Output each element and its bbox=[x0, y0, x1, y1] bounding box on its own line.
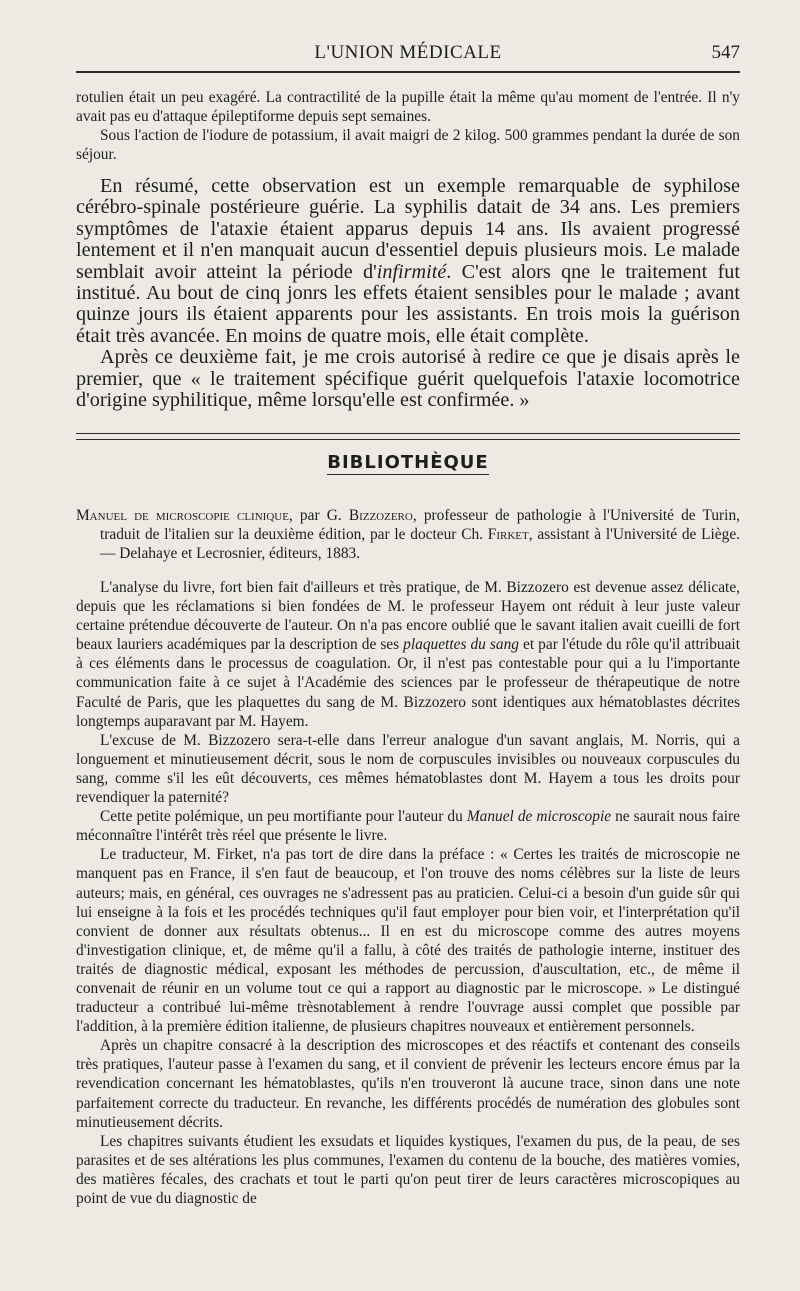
observation-ending bbox=[76, 88, 740, 164]
review-paragraph bbox=[76, 578, 740, 731]
page-header bbox=[76, 40, 740, 70]
reference-text: , professeur de pathologie à l'Université de Turin, traduit de l'italien sur la deuxième édition, par le docteur Ch. bbox=[100, 507, 740, 544]
bibliography-entry bbox=[76, 506, 740, 563]
review-paragraph: Le traducteur, M. Firket, n'a pas tort de dire dans la préface : « Certes les traités de microscopie ne manquent pas en France, il s'en faut de beaucoup, et l'on trouve des noms célèbres sur la liste de leurs auteurs; mais, en général, ces ouvrages ne s'adressent pas au praticien. Celui-ci a besoin d'un guide sûr qui lui enseigne à la fois et les procédés techniques qu'il faut employer pour bien voir, et l'interprétation qu'il convient de donner aux résultats obtenus... Il en est du microscope comme des autres moyens d'investigation clinique, et, de même qu'il a fallu, à côté des traités de pathologie interne, instituer des traités de diagnostic médical, exposant les méthodes de percussion, d'auscultation, etc., de même il convenait de réunir en un volume tout ce qui a rapport au diagnostic par le microscope. » Le distingué traducteur a contribué lui-même trèsnotablement à rendre l'ouvrage aussi complet que possible par l'addition, à la première édition italienne, de plusieurs chapitres nouveaux et entièrement personnels. bbox=[76, 846, 740, 1036]
summary-paragraph bbox=[76, 176, 740, 347]
summary-text: . C'est alors qne le traitement fut institué. Au bout de cinq jonrs les effets étaient sensibles pour le malade ; avant quinze jours ils étaient apparents pour les assistants. En trois mois la guérison était très avancée. En moins de quatre mois, elle était complète. bbox=[76, 260, 740, 347]
summary-paragraph: Après ce deuxième fait, je me crois autorisé à redire ce que je disais après le premier, que « le traitement spécifique guérit quelquefois l'ataxie locomotrice d'origine syphilitique, même lorsqu'elle est confirmée. » bbox=[76, 346, 740, 412]
review-paragraph: Après un chapitre consacré à la description des microscopes et des réactifs et contenant des conseils très pratiques, l'auteur passe à l'examen du sang, et il convient de prévenir les lecteurs encore émus par la revendication concernant les hématoblastes, qu'ils n'en trouveront là aucune trace, sinon dans une note parfaitement correcte du traducteur. En revanche, les différents procédés de numération des globules sont minutieusement décrits. bbox=[76, 1037, 740, 1131]
review-text: Cette petite polémique, un peu mortifiante pour l'auteur du bbox=[100, 808, 467, 826]
book-author: Bizzozero bbox=[348, 507, 413, 524]
review-paragraph: Les chapitres suivants étudient les exsudats et liquides kystiques, l'examen du pus, de la peau, de ses parasites et de ses altérations les plus communes, l'examen du contenu de la bouche, des matières vomies, des matières fécales, des crachats et tout le parti qu'on peut tirer de leurs caractères microscopiques au point de vue du diagnostic de bbox=[76, 1132, 740, 1207]
book-review bbox=[76, 578, 740, 1208]
book-reference bbox=[76, 506, 740, 563]
book-title: Manuel de microscopie clinique bbox=[76, 507, 289, 524]
section-heading bbox=[76, 452, 740, 473]
section-divider bbox=[76, 433, 740, 440]
observation-paragraph: rotulien était un peu exagéré. La contractilité de la pupille était la même qu'au moment de l'entrée. Il n'y avait pas eu d'attaque épileptiforme depuis sept semaines. bbox=[76, 89, 740, 125]
running-title: L'UNION MÉDICALE bbox=[314, 42, 502, 63]
summary-emphasis: infirmité bbox=[376, 260, 447, 283]
review-paragraph bbox=[76, 807, 740, 845]
reference-text: , par G. bbox=[288, 507, 349, 524]
review-emphasis: plaquettes du sang bbox=[403, 636, 519, 654]
reference-text: , assistant à l'Université de Liège. — Delahaye et Lecrosnier, éditeurs, 1883. bbox=[100, 526, 741, 563]
review-text: ne saurait nous faire méconnaître l'intérêt très réel que présente le livre. bbox=[76, 808, 740, 845]
review-emphasis: Manuel de microscopie bbox=[466, 808, 612, 826]
page-number: 547 bbox=[711, 42, 740, 63]
review-text: et par l'étude du rôle qu'il attribuait à ces éléments dans le processus de coagulation. Or, il n'est pas contestable pour qui a lu l'importante communication faite à ce sujet à l'Académie des sciences par le professeur de thérapeutique de notre Faculté de Paris, que les plaquettes du sang de M. Bizzozero sont identiques aux hématoblastes décrites longtemps auparavant par M. Hayem. bbox=[76, 636, 740, 730]
review-text: L'analyse du livre, fort bien fait d'ailleurs et très pratique, de M. Bizzozero est devenue assez délicate, depuis que les réclamations si bien fondées de M. le professeur Hayem ont réduit à leur juste valeur certaine prétendue découverte de l'auteur. On n'a pas encore oublié que le savant italien avait cueilli de fort beaux lauriers académiques par la description de ses bbox=[76, 579, 740, 654]
summary-section bbox=[76, 176, 740, 411]
summary-text: En résumé, cette observation est un exemple remarquable de syphilose cérébro-spinale postérieure guérie. La syphilis datait de 34 ans. Les premiers symptômes de l'ataxie étaient apparus depuis 14 ans. Ils avaient progressé lentement et il n'en manquait aucun d'essentiel depuis plusieurs mois. Le malade semblait avoir atteint la période d' bbox=[76, 175, 740, 283]
review-paragraph: L'excuse de M. Bizzozero sera-t-elle dans l'erreur analogue d'un savant anglais, M. Norris, qui a longuement et minutieusement décrit, sous le nom de corpuscules invisibles ou nouveaux corpuscules du sang, comme s'il les eût découverts, ces mêmes hématoblastes dont M. Hayem a tous les droits pour revendiquer la paternité? bbox=[76, 731, 740, 807]
book-translator: Firket bbox=[487, 526, 529, 544]
section-heading-text: BIBLIOTHÈQUE bbox=[327, 452, 489, 473]
header-rule bbox=[76, 71, 740, 73]
observation-paragraph: Sous l'action de l'iodure de potassium, il avait maigri de 2 kilog. 500 grammes pendant la durée de son séjour. bbox=[76, 127, 740, 163]
